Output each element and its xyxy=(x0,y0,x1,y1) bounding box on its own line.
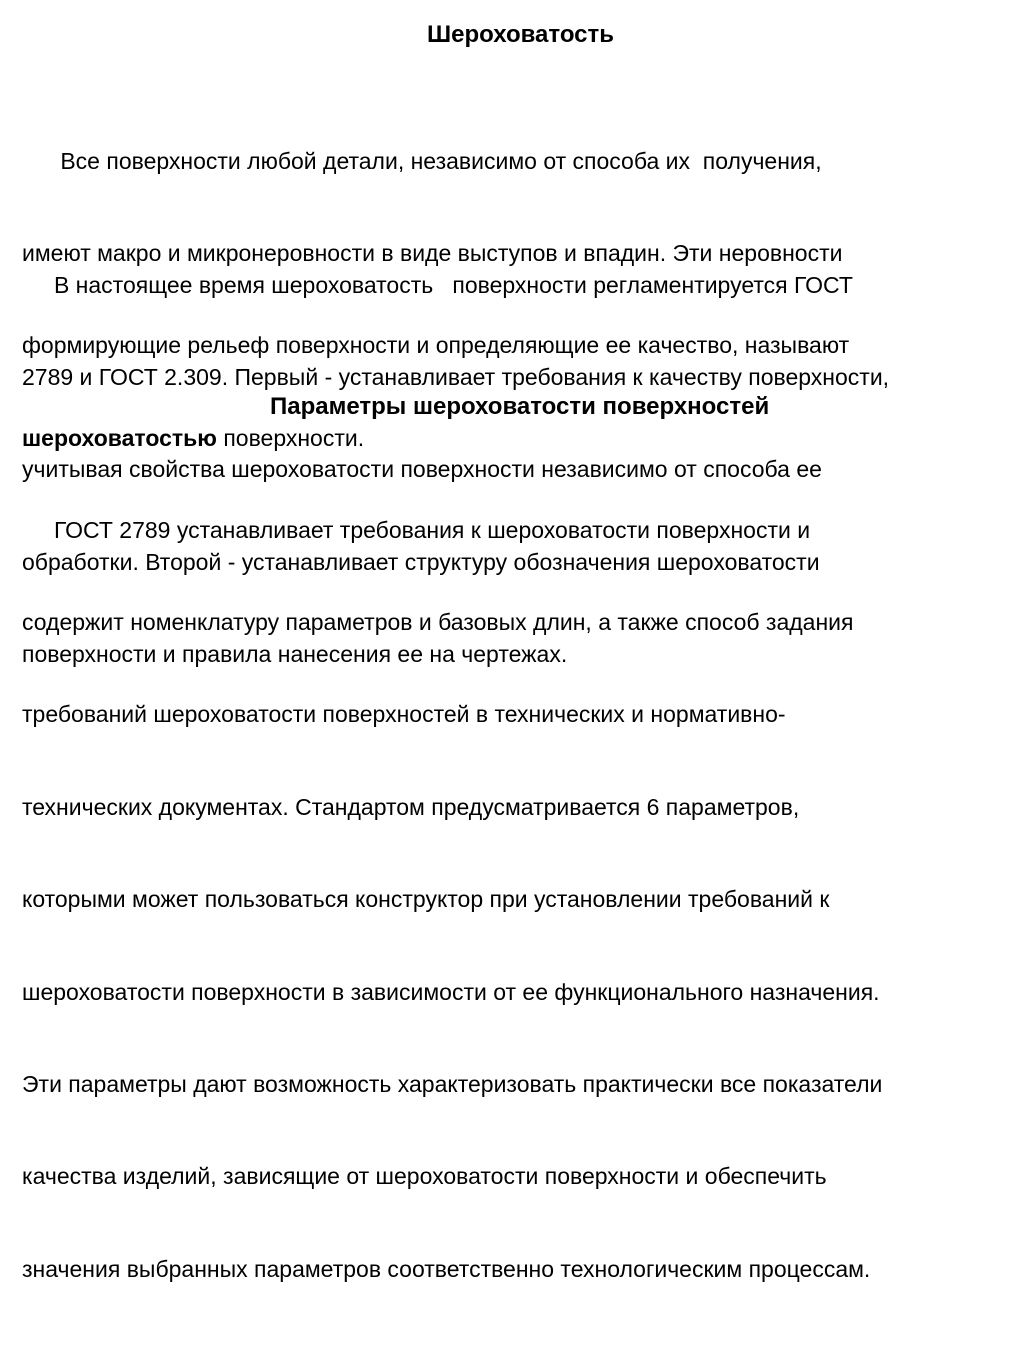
paragraph-line: обработки. Второй - устанавливает структуру обозначения шероховатости xyxy=(22,548,820,575)
page-title: Шероховатость xyxy=(427,21,615,48)
paragraph-line: которыми может пользоваться конструктор при установлении требований к xyxy=(22,886,830,913)
paragraph-line: имеют макро и микронеровности в виде выступов и впадин. Эти неровности xyxy=(22,239,843,266)
paragraph-line: Все поверхности любой детали, независимо от способа их получения, xyxy=(22,147,822,174)
paragraph-line: технических документах. Стандартом предусматривается 6 параметров, xyxy=(22,793,800,820)
paragraph-line: значения выбранных параметров соответственно технологическим процессам. xyxy=(22,1255,871,1282)
paragraph-line: Эти параметры дают возможность характеризовать практически все показатели xyxy=(22,1070,883,1097)
paragraph-line: поверхности и правила нанесения ее на чертежах. xyxy=(22,641,568,668)
paragraph-line: ГОСТ 2789 устанавливает требования к шероховатости поверхности и xyxy=(22,516,811,543)
paragraph-line: учитывая свойства шероховатости поверхности независимо от способа ее xyxy=(22,456,822,483)
paragraph-line: качества изделий, зависящие от шероховатости поверхности и обеспечить xyxy=(22,1163,827,1190)
paragraph-line: содержит номенклатуру параметров и базовых длин, а также способ задания xyxy=(22,608,854,635)
gost-paragraph xyxy=(22,453,1012,1346)
term-suffix: поверхности. xyxy=(216,424,365,451)
paragraph-line: формирующие рельеф поверхности и определяющие ее качество, называют xyxy=(22,332,850,359)
paragraph-line: В настоящее время шероховатость поверхности регламентируется ГОСТ xyxy=(22,271,853,298)
paragraph-line: шероховатости поверхности в зависимости от ее функционального назначения. xyxy=(22,978,880,1005)
bold-term: шероховатостью xyxy=(22,424,217,451)
paragraph-line: 2789 и ГОСТ 2.309. Первый - устанавливает требования к качеству поверхности, xyxy=(22,363,890,390)
section-heading: Параметры шероховатости поверхностей xyxy=(270,393,770,420)
paragraph-line: требований шероховатости поверхностей в технических и нормативно- xyxy=(22,701,786,728)
